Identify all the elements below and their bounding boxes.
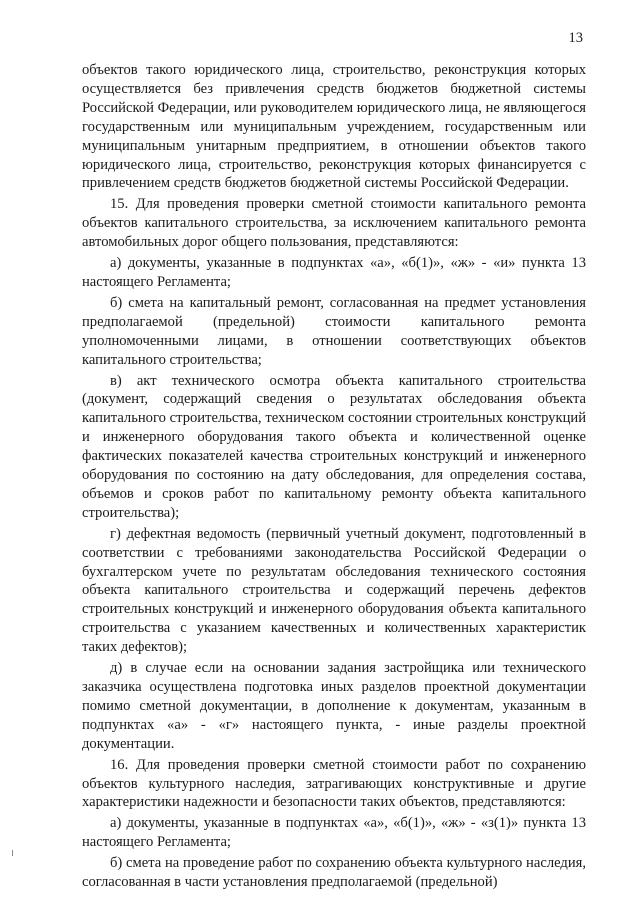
paragraph-item-15: 15. Для проведения проверки сметной стоимости капитального ремонта объектов капитального строительства, за исключением капитального ремонта автомобильных дорог общего пользования, представляются: — [82, 196, 586, 251]
paragraph-15-a: а) документы, указанные в подпунктах «а», «б(1)», «ж» - «и» пункта 13 настоящего Регламента; — [82, 255, 586, 290]
paragraph-15-v: в) акт технического осмотра объекта капитального строительства (документ, содержащий сведения о результатах обследования объекта капитального строительства, техническом состоянии строительных конструкций и инженерного оборудования такого объекта и количественной оценке фактических показателей качества строительных конструкций и инженерного оборудования по состоянию на дату обследования, для определения состава, объемов и сроков работ по капитальному ремонту объекта капитального строительства); — [82, 372, 586, 521]
paragraph-16-a: а) документы, указанные в подпунктах «а», «б(1)», «ж» - «з(1)» пункта 13 настоящего Регламента; — [82, 815, 586, 851]
paragraph-16-b: б) смета на проведение работ по сохранению объекта культурного наследия, согласованная в части установления предполагаемой (предельной) — [82, 855, 586, 891]
paragraph-15-d: д) в случае если на основании задания застройщика или технического заказчика осуществлена подготовка иных разделов проектной документации помимо сметной документации, в дополнение к документам, указанным в подпунктах «а» - «г» настоящего пункта, - иные разделы проектной документации. — [82, 660, 586, 752]
document-body — [82, 61, 586, 894]
margin-mark — [12, 850, 13, 856]
paragraph-item-16: 16. Для проведения проверки сметной стоимости работ по сохранению объектов культурного наследия, затрагивающих конструктивные и другие характеристики надежности и безопасности таких объектов, представляются: — [82, 756, 586, 811]
paragraph-15-b: б) смета на капитальный ремонт, согласованная на предмет установления предполагаемой (предельной) стоимости капитального ремонта уполномоченными лицами, в отношении соответствующих объектов капитального строительства; — [82, 294, 586, 368]
page-number: 13 — [568, 30, 583, 46]
paragraph-15-g: г) дефектная ведомость (первичный учетный документ, подготовленный в соответствии с требованиями законодательства Российской Федерации о бухгалтерском учете по результатам обследования технического состояния объекта капитального строительства и содержащий перечень дефектов строительных конструкций и инженерного оборудования объекта капитального строительства с указанием качественных и количественных характеристик таких дефектов); — [82, 525, 586, 656]
paragraph-continuation: объектов такого юридического лица, строительство, реконструкция которых осуществляется без привлечения средств бюджетов бюджетной системы Российской Федерации, или руководителем юридического лица, не являющегося государственным или муниципальным учреждением, государственным или муниципальным унитарным предприятием, в отношении объектов такого юридического лица, строительство, реконструкция которых финансируется с привлечением средств бюджетов бюджетной системы Российской Федерации. — [82, 62, 587, 192]
